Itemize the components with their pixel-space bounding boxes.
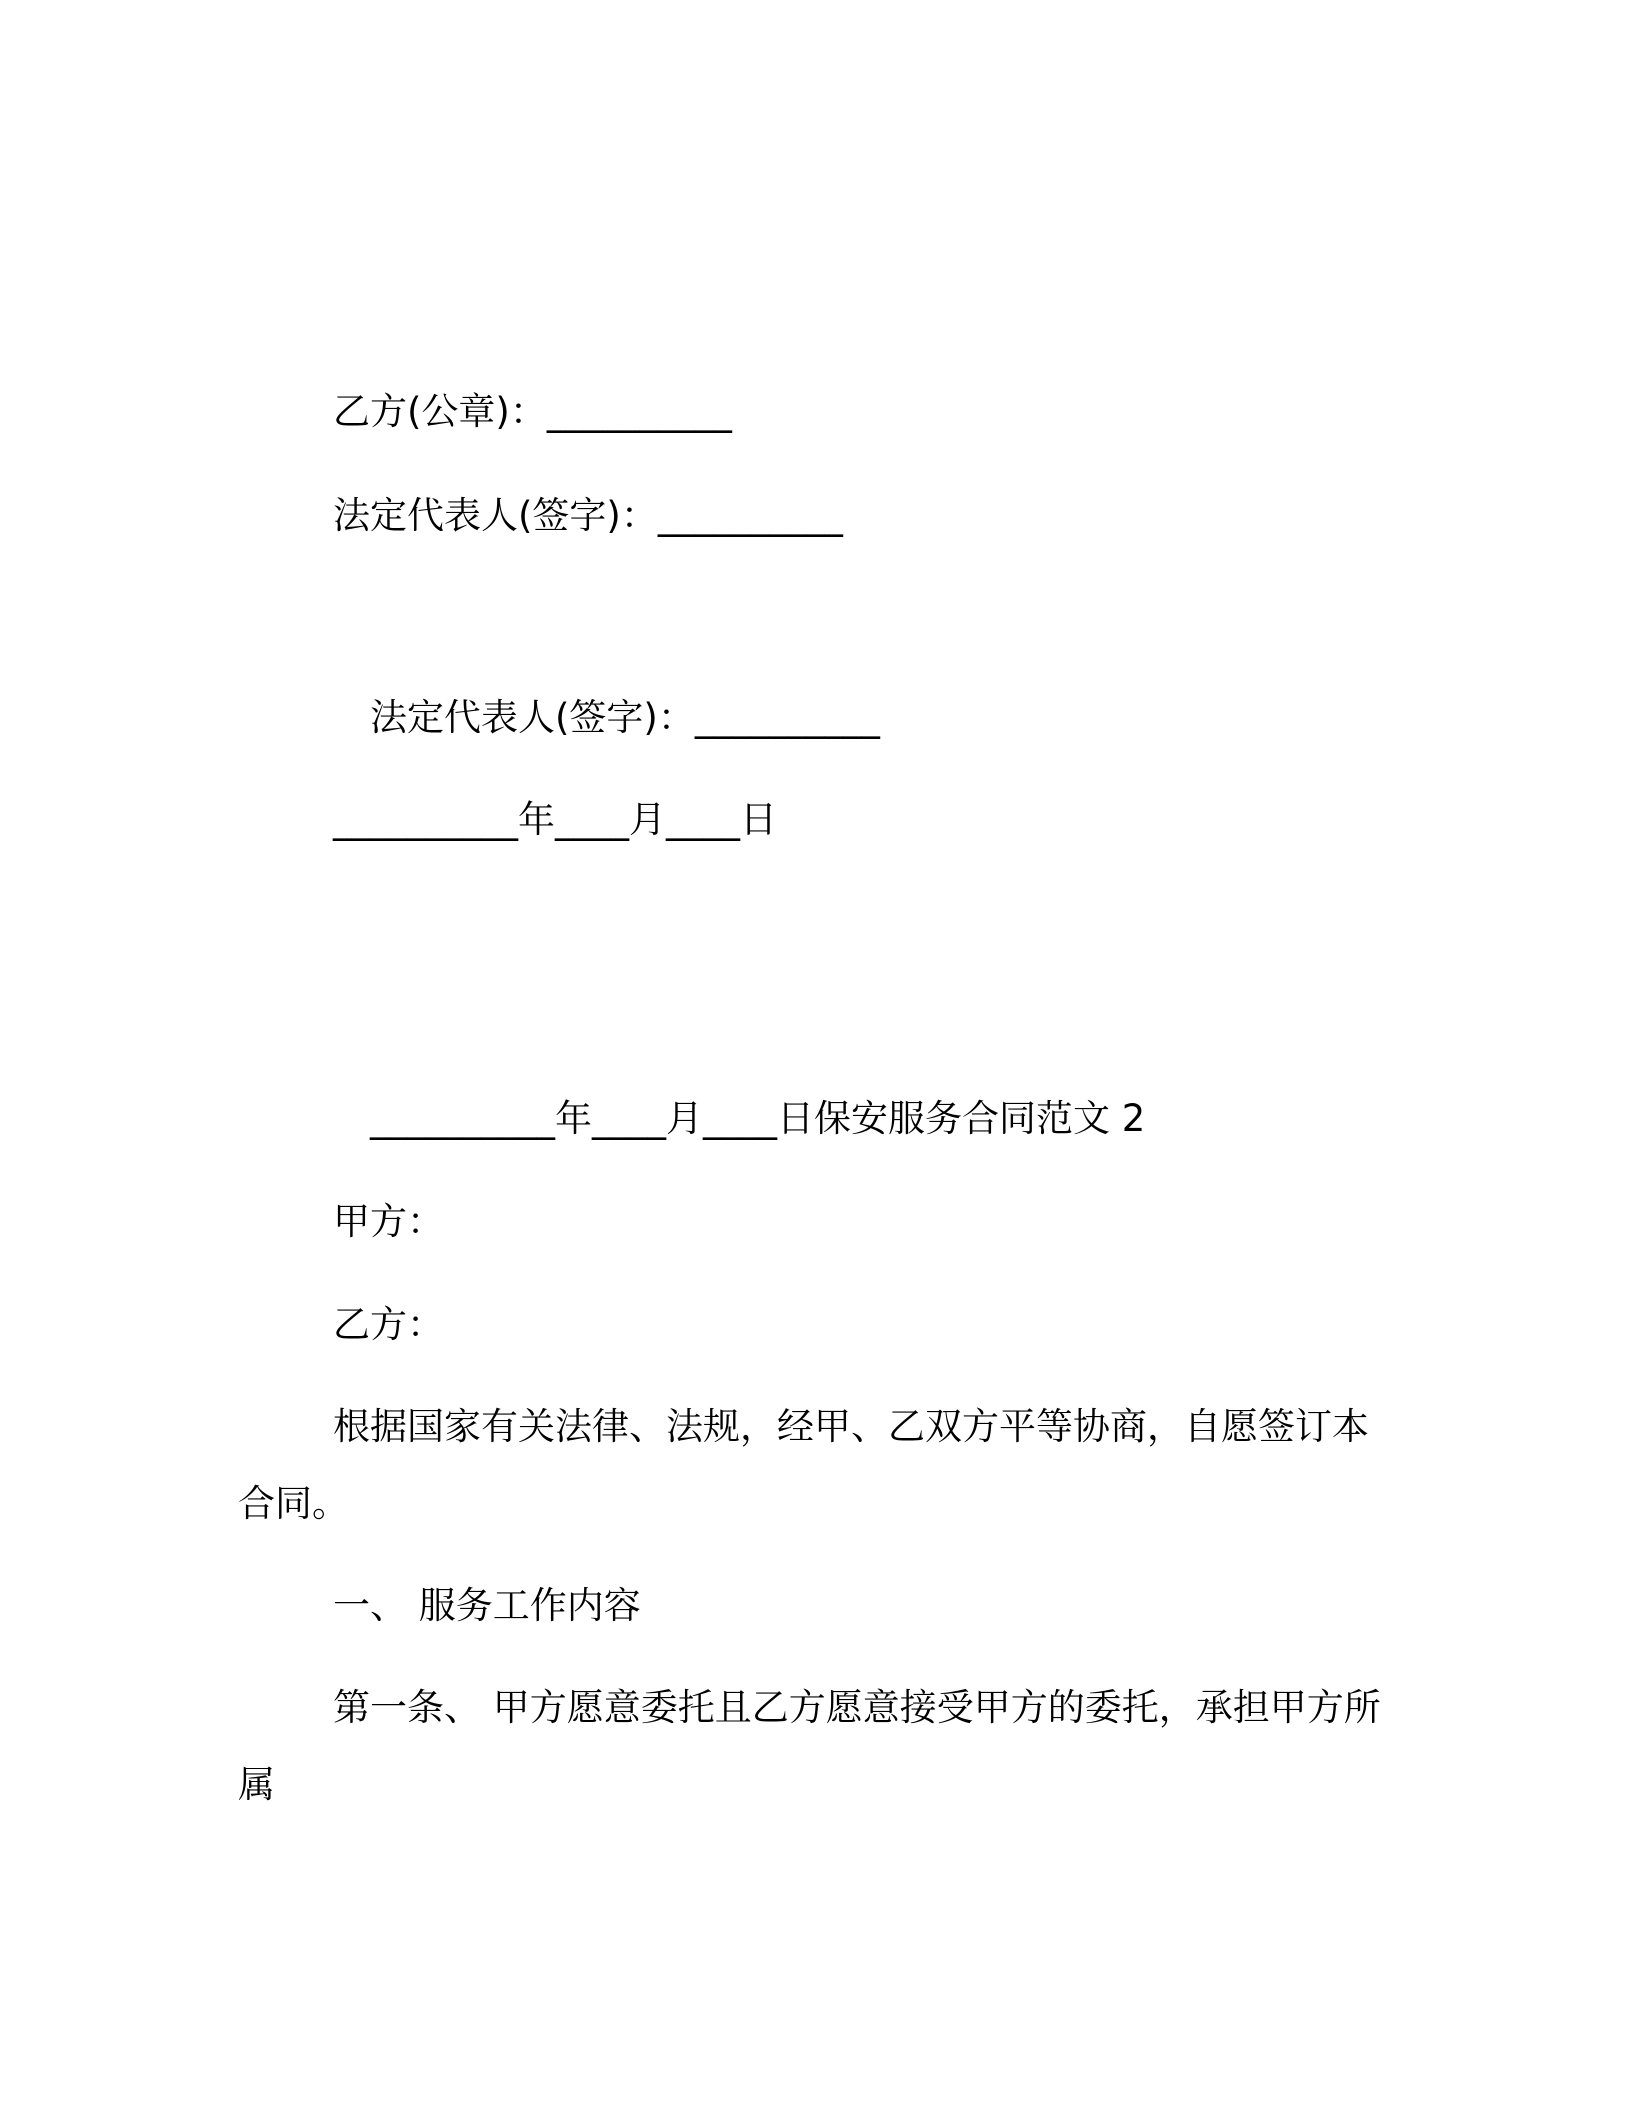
article-one-line-2: 属: [238, 1763, 275, 1806]
party-a-label: 甲方：: [333, 1200, 444, 1243]
preamble-paragraph-line-1: 根据国家有关法律、法规，经甲、乙双方平等协商，自愿签订本: [333, 1405, 1369, 1448]
date-and-contract-title-line: __________年____月____日保安服务合同范文 2: [370, 1097, 1146, 1140]
section-heading-service-content: 一、 服务工作内容: [333, 1584, 641, 1627]
article-one-line-1: 第一条、 甲方愿意委托且乙方愿意接受甲方的委托，承担甲方所: [333, 1686, 1381, 1729]
legal-representative-signature-line-indented: 法定代表人(签字)：__________: [370, 696, 880, 739]
preamble-paragraph-line-2: 合同。: [238, 1482, 349, 1525]
party-b-label: 乙方：: [333, 1303, 444, 1346]
party-b-seal-line: 乙方(公章)：__________: [333, 390, 732, 433]
date-line: __________年____月____日: [333, 798, 777, 841]
legal-representative-signature-line: 法定代表人(签字)：__________: [333, 494, 843, 537]
